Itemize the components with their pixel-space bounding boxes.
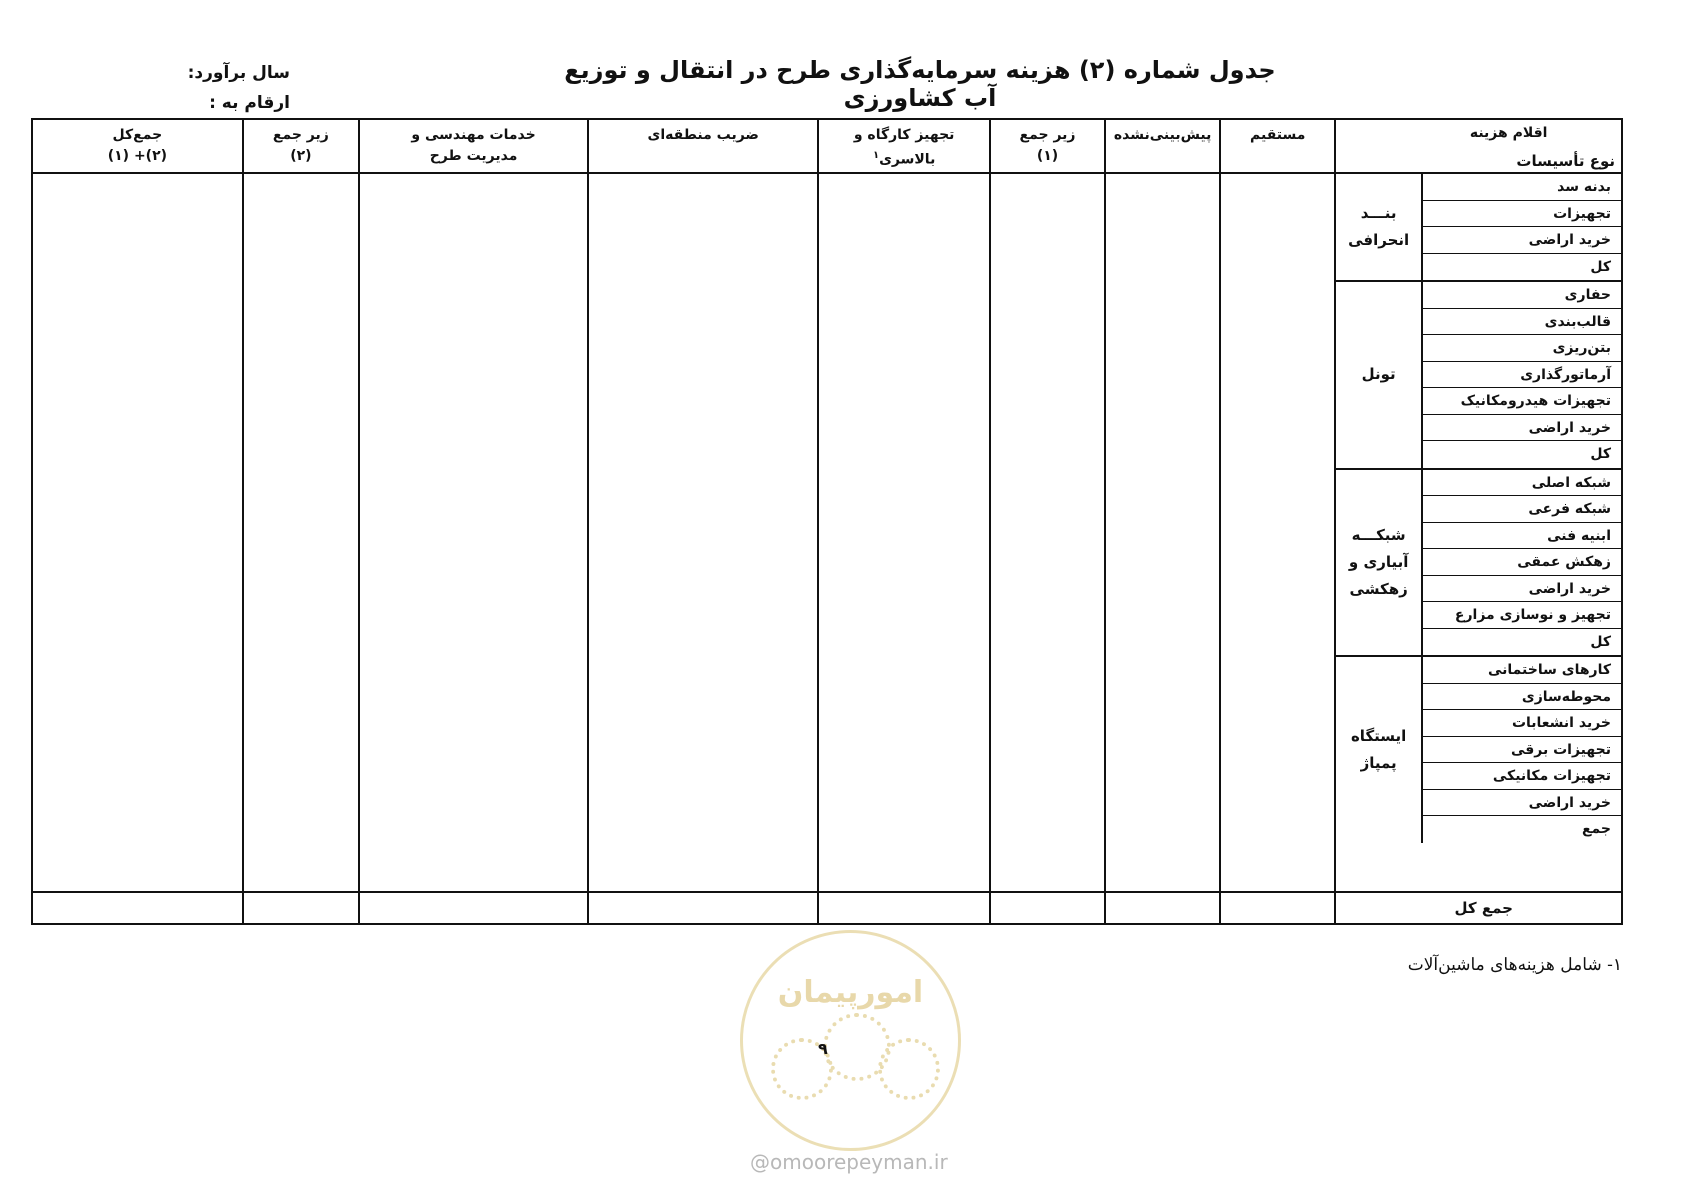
header-direct-label: مستقیم [1250, 127, 1306, 143]
footer-label-cell [1335, 892, 1622, 924]
header-subtotal-2 [243, 119, 359, 173]
list-item: کارهای ساختمانی [1423, 657, 1621, 684]
header-site-line1: تجهیز کارگاه و [853, 127, 955, 143]
item-group [1336, 174, 1621, 282]
corner-bottom-label: نوع تأسیسات [1516, 152, 1615, 170]
group-item-list [1421, 657, 1621, 843]
list-item: خرید اراضی [1423, 415, 1621, 442]
list-item: آرماتورگذاری [1423, 362, 1621, 389]
header-grand-total [32, 119, 243, 173]
subtotal-1-column-cell[interactable] [990, 173, 1105, 892]
header-regional [588, 119, 818, 173]
header-engineering [359, 119, 588, 173]
header-direct [1220, 119, 1335, 173]
header-grand-line1: جمع‌کل [112, 127, 163, 143]
list-item: ابنیه فنی [1423, 523, 1621, 550]
item-group [1336, 470, 1621, 658]
page-title: جدول شماره (۲) هزینه سرمایه‌گذاری طرح در انتقال و توزیع آب کشاورزی [564, 56, 1276, 112]
list-item: تجهیز و نوسازی مزارع [1423, 602, 1621, 629]
header-regional-label: ضریب منطقه‌ای [647, 127, 759, 143]
list-item: خرید اراضی [1423, 227, 1621, 254]
list-item: تجهیزات [1423, 201, 1621, 228]
list-item: خرید اراضی [1423, 576, 1621, 603]
cost-table [31, 118, 1623, 925]
header-engineering-line2: مدیریت طرح [429, 148, 518, 164]
footer-subtotal-2-cell[interactable] [243, 892, 359, 924]
list-item: تجهیزات برقی [1423, 737, 1621, 764]
footer-unforeseen-cell[interactable] [1105, 892, 1220, 924]
units-label: ارقام به : [209, 93, 290, 113]
table-header-row [32, 119, 1622, 173]
footer-engineering-cell[interactable] [359, 892, 588, 924]
group-item-list [1421, 174, 1621, 280]
items-cell [1335, 173, 1622, 892]
header-subtotal-2-line2: (۲) [290, 148, 312, 164]
header-subtotal-1 [990, 119, 1105, 173]
list-item: کل [1590, 633, 1611, 650]
group-label: ایستگاه پمپاژ [1350, 726, 1407, 772]
list-item: شبکه فرعی [1423, 496, 1621, 523]
item-group [1336, 282, 1621, 470]
footer-grand-cell[interactable] [32, 892, 243, 924]
header-subtotal-1-line2: (۱) [1036, 148, 1059, 164]
list-item: کل [1590, 446, 1611, 462]
list-item: بتن‌ریزی [1423, 335, 1621, 362]
list-item: تجهیزات مکانیکی [1423, 763, 1621, 790]
list-item: خرید انشعابات [1423, 710, 1621, 737]
table-body-row [32, 173, 1622, 892]
watermark-logo-text: امورپیمان [777, 975, 924, 1010]
page-number: ۹ [818, 1039, 828, 1058]
list-item: تجهیزات هیدرومکانیک [1423, 388, 1621, 415]
header-unforeseen-label: پیش‌بینی‌نشده [1113, 127, 1212, 143]
watermark-site-text: @omoorepeyman.ir [750, 1150, 948, 1174]
footer-subtotal-1-cell[interactable] [990, 892, 1105, 924]
header-subtotal-1-line1: زیر جمع [1019, 127, 1076, 143]
group-item-list [1421, 282, 1621, 468]
list-item: بدنه سد [1423, 174, 1621, 201]
item-group [1336, 657, 1621, 843]
header-site-overhead [818, 119, 990, 173]
group-item-list [1421, 470, 1621, 656]
engineering-column-cell[interactable] [359, 173, 588, 892]
unforeseen-column-cell[interactable] [1105, 173, 1220, 892]
estimate-year-label: سال برآورد: [187, 63, 290, 83]
gear-icon [878, 1038, 940, 1100]
list-item: شبکه اصلی [1423, 470, 1621, 497]
regional-column-cell[interactable] [588, 173, 818, 892]
group-label: تونل [1361, 365, 1396, 384]
footer-regional-cell[interactable] [588, 892, 818, 924]
item-groups [1336, 174, 1621, 843]
header-engineering-line1: خدمات مهندسی و [411, 127, 536, 143]
list-item: حفاری [1423, 282, 1621, 309]
list-item: قالب‌بندی [1423, 309, 1621, 336]
footnote: ۱- شامل هزینه‌های ماشین‌آلات [1407, 955, 1622, 975]
grand-total-label: جمع کل [1454, 899, 1513, 917]
watermark-seal [740, 930, 961, 1151]
footer-direct-cell[interactable] [1220, 892, 1335, 924]
header-grand-line2: (۲)+ (۱) [107, 148, 168, 164]
header-corner-cell [1335, 119, 1622, 173]
list-item: خرید اراضی [1423, 790, 1621, 817]
header-subtotal-2-line1: زیر جمع [272, 127, 329, 143]
footnote-marker: ۱ [872, 150, 880, 161]
footer-site-cell[interactable] [818, 892, 990, 924]
list-item: کل [1590, 258, 1611, 275]
list-item: زهکش عمقی [1423, 549, 1621, 576]
subtotal-2-column-cell[interactable] [243, 173, 359, 892]
site-overhead-column-cell[interactable] [818, 173, 990, 892]
table-footer-row [32, 892, 1622, 924]
header-unforeseen [1105, 119, 1220, 173]
list-item: جمع [1581, 821, 1611, 837]
grand-total-column-cell[interactable] [32, 173, 243, 892]
group-label: بنـــد انحرافی [1348, 204, 1410, 249]
list-item: محوطه‌سازی [1423, 684, 1621, 711]
group-label: شبکـــه آبیاری و زهکشی [1348, 525, 1409, 598]
direct-column-cell[interactable] [1220, 173, 1335, 892]
header-site-line2: بالاسری [879, 151, 936, 168]
header-site-line2-wrap [819, 145, 989, 171]
corner-top-label: اقلام هزینه [1469, 125, 1548, 141]
